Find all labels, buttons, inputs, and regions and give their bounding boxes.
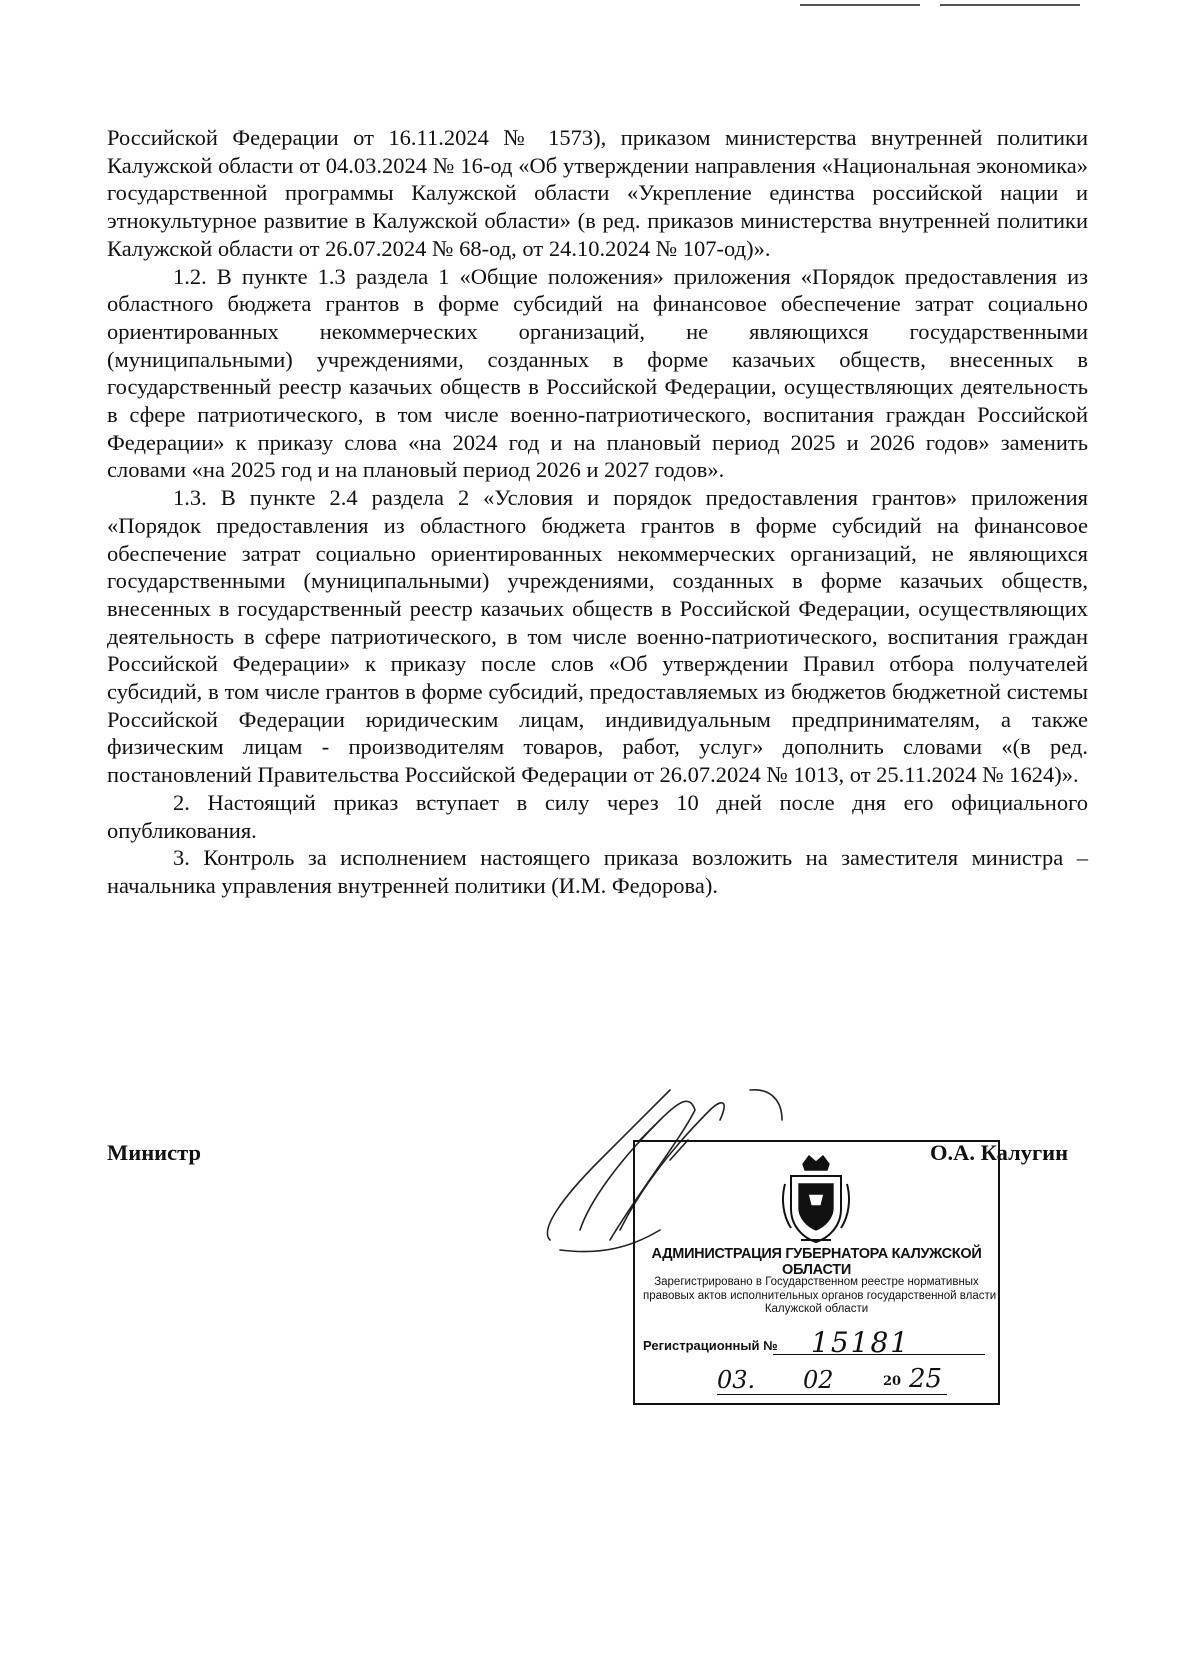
scan-edge-line [940,4,1080,6]
paragraph-continuation: Российской Федерации от 16.11.2024 № 1573), приказом министерства внутренней политики Калужской области от 04.03.2024 № 16-од «Об утверждении направления «Национальная экономика» государственной программы Калужской области «Укрепление единства российской нации и этнокультурное развитие в Калужской области» (в ред. приказов министерства внутренней политики Калужской области от 26.07.2024 № 68-од, от 24.10.2024 № 107-од)». [107,125,1088,261]
paragraph-3: 3. Контроль за исполнением настоящего приказа возложить на заместителя министра – начальника управления внутренней политики (И.М. Федорова). [107,845,1088,898]
registration-number-label: Регистрационный № [643,1338,778,1353]
paragraph-1-2: 1.2. В пункте 1.3 раздела 1 «Общие положения» приложения «Порядок предоставления из областного бюджета грантов в форме субсидий на финансовое обеспечение затрат социально ориентированных некоммерческих организаций, не являющихся государственными (муниципальными) учреждениями, созданных в форме казачьих обществ, внесенных в государственный реестр казачьих обществ в Российской Федерации, осуществляющих деятельность в сфере патриотического, в том числе военно-патриотического, воспитания граждан Российской Федерации» к приказу слова «на 2024 год и на плановый период 2025 и 2026 годов» заменить словами «на 2025 год и на плановый период 2026 и 2027 годов». [107,263,1088,483]
paragraph-2: 2. Настоящий приказ вступает в силу через 10 дней после дня его официального опубликования. [107,789,1088,843]
document-body [107,124,1088,900]
signatory-name: О.А. Калугин [930,1140,1069,1165]
registration-stamp [633,1140,1000,1405]
registration-date-row [695,1364,975,1398]
stamp-organization: АДМИНИСТРАЦИЯ ГУБЕРНАТОРА КАЛУЖСКОЙ ОБЛАСТИ [651,1246,982,1278]
scan-edge-line [800,4,920,6]
stamp-text-line: Калужской области [764,1303,869,1315]
registration-date-day: 03. [717,1366,756,1394]
stamp-text-line: Зарегистрировано в Государственном реестре нормативных [654,1276,979,1288]
registration-date-year-prefix: 20 [883,1374,902,1389]
paragraph-1-3: 1.3. В пункте 2.4 раздела 2 «Условия и порядок предоставления грантов» приложения «Порядок предоставления из областного бюджета грантов в форме субсидий на финансовое обеспечение затрат социально ориентированных некоммерческих организаций, не являющихся государственными (муниципальными) учреждениями, созданных в форме казачьих обществ, внесенных в государственный реестр казачьих обществ в Российской Федерации, осуществляющих деятельность в сфере патриотического, в том числе военно-патриотического, воспитания граждан Российской Федерации» к приказу после слов «Об утверждении Правил отбора получателей субсидий, в том числе грантов в форме субсидий, предоставляемых из бюджетов бюджетной системы Российской Федерации юридическим лицам, индивидуальным предпринимателям, а также физическим лицам - производителям товаров, работ, услуг» дополнить словами «(в ред. постановлений Правительства Российской Федерации от 26.07.2024 № 1013, от 25.11.2024 № 1624)». [107,485,1088,788]
stamp-registration-text [643,1276,997,1317]
registration-date-year-digits: 25 [909,1364,943,1394]
stamp-text-line: правовых актов исполнительных органов государственной власти [643,1289,997,1302]
registration-number-value: 15181 [811,1326,911,1359]
registration-date-line [717,1394,947,1395]
registration-number-row [643,1326,993,1359]
registration-date-month: 02 [803,1366,834,1394]
coat-of-arms-icon [781,1154,851,1246]
signatory-title: Министр [107,1140,201,1165]
